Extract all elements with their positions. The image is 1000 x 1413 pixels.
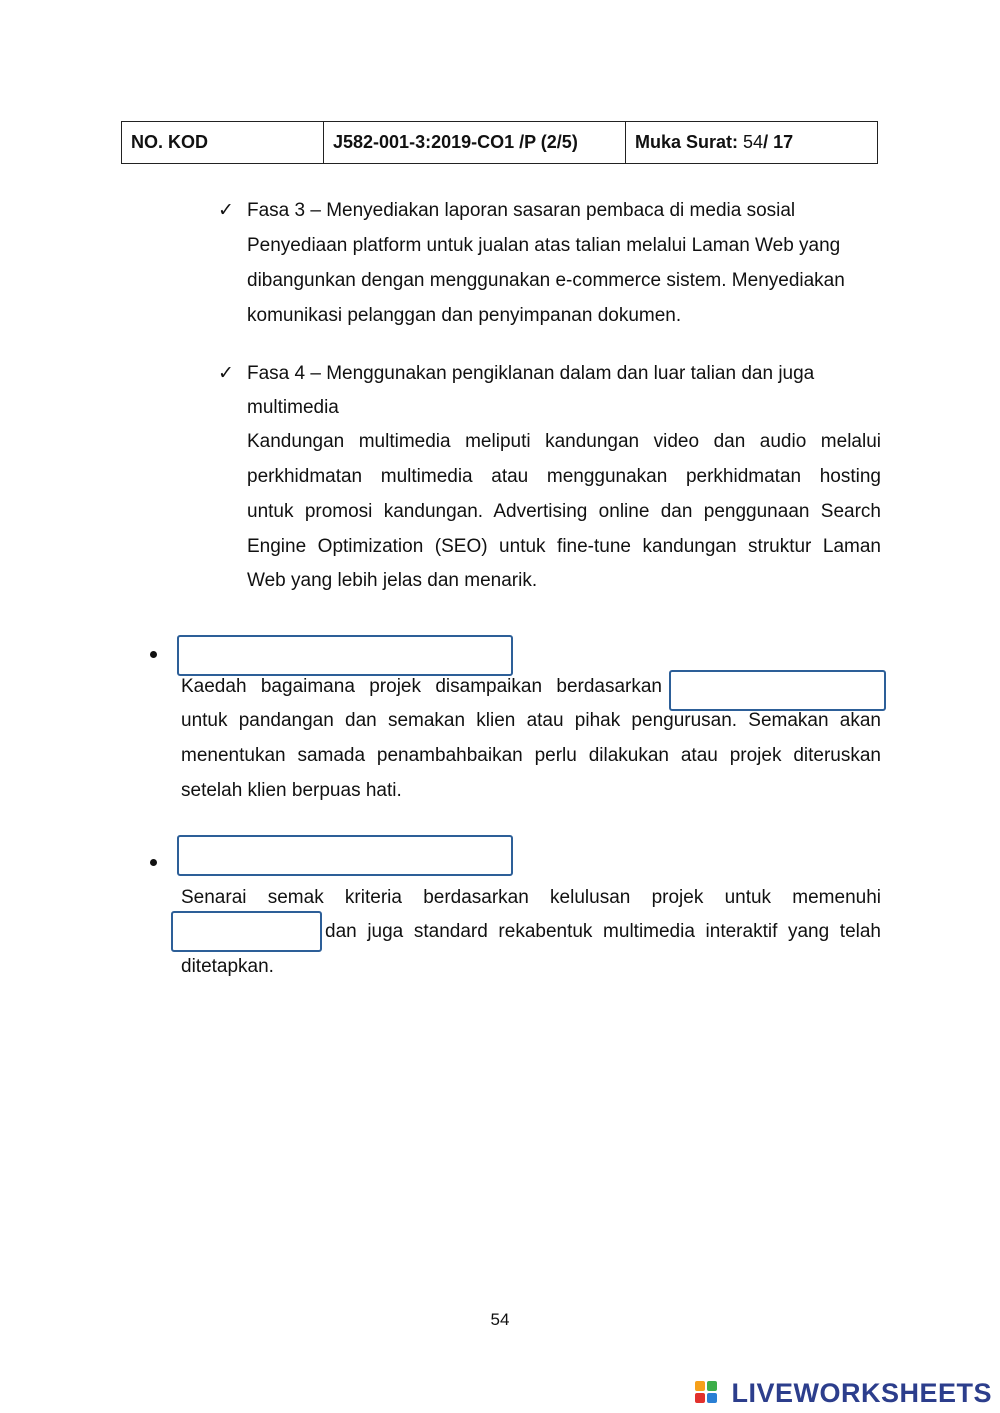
- page-info: [626, 122, 878, 164]
- answer-box-item2-inline[interactable]: [171, 911, 322, 952]
- item1-line: Kaedah bagaimana projek disampaikan berdasarkan: [181, 676, 662, 697]
- answer-box-item2-title[interactable]: [177, 835, 513, 876]
- page-total: 17: [773, 132, 794, 152]
- checkmark-icon: ✓: [218, 200, 234, 221]
- code-label: NO. KOD: [122, 122, 324, 164]
- fasa4-title: Fasa 4 – Menggunakan pengiklanan dalam dan luar talian dan juga: [247, 363, 815, 384]
- checkmark-icon: ✓: [218, 363, 234, 384]
- fasa4-title-cont: multimedia: [247, 397, 339, 418]
- item1-line: untuk pandangan dan semakan klien atau pihak pengurusan. Semakan akan: [181, 710, 881, 731]
- page-separator: /: [763, 132, 769, 152]
- page-current: 54: [743, 132, 764, 152]
- item2-line: Senarai semak kriteria berdasarkan kelulusan projek untuk memenuhi: [181, 887, 881, 908]
- fasa4-line: Engine Optimization (SEO) untuk fine-tune kandungan struktur Laman: [247, 536, 881, 557]
- fasa4-line: Web yang lebih jelas dan menarik.: [247, 570, 538, 591]
- item1-line: menentukan samada penambahbaikan perlu dilakukan atau projek diteruskan: [181, 745, 881, 766]
- fasa4-line: perkhidmatan multimedia atau menggunakan perkhidmatan hosting: [247, 466, 881, 487]
- fasa3-line: Penyediaan platform untuk jualan atas talian melalui Laman Web yang: [247, 235, 841, 256]
- answer-box-item1-title[interactable]: [177, 635, 513, 676]
- bullet-icon: [150, 859, 157, 866]
- fasa3-title: Fasa 3 – Menyediakan laporan sasaran pembaca di media sosial: [247, 200, 796, 221]
- item2-line: ditetapkan.: [181, 956, 274, 977]
- fasa4-line: untuk promosi kandungan. Advertising online dan penggunaan Search: [247, 501, 881, 522]
- page-label: Muka Surat:: [635, 132, 739, 152]
- code-value: J582-001-3:2019-CO1 /P (2/5): [324, 122, 626, 164]
- liveworksheets-logo-icon: [695, 1381, 719, 1405]
- item1-line: setelah klien berpuas hati.: [181, 780, 402, 801]
- fasa4-line: Kandungan multimedia meliputi kandungan video dan audio melalui: [247, 431, 881, 452]
- bullet-icon: [150, 651, 157, 658]
- page-number: 54: [490, 1310, 510, 1329]
- answer-box-item1-inline[interactable]: [669, 670, 886, 711]
- fasa3-line: dibangunkan dengan menggunakan e-commerce sistem. Menyediakan: [247, 270, 845, 291]
- fasa3-line: komunikasi pelanggan dan penyimpanan dokumen.: [247, 305, 682, 326]
- item2-line: dan juga standard rekabentuk multimedia interaktif yang telah: [325, 921, 881, 942]
- liveworksheets-brand[interactable]: LIVEWORKSHEETS: [731, 1378, 992, 1408]
- document-header-table: [121, 121, 878, 164]
